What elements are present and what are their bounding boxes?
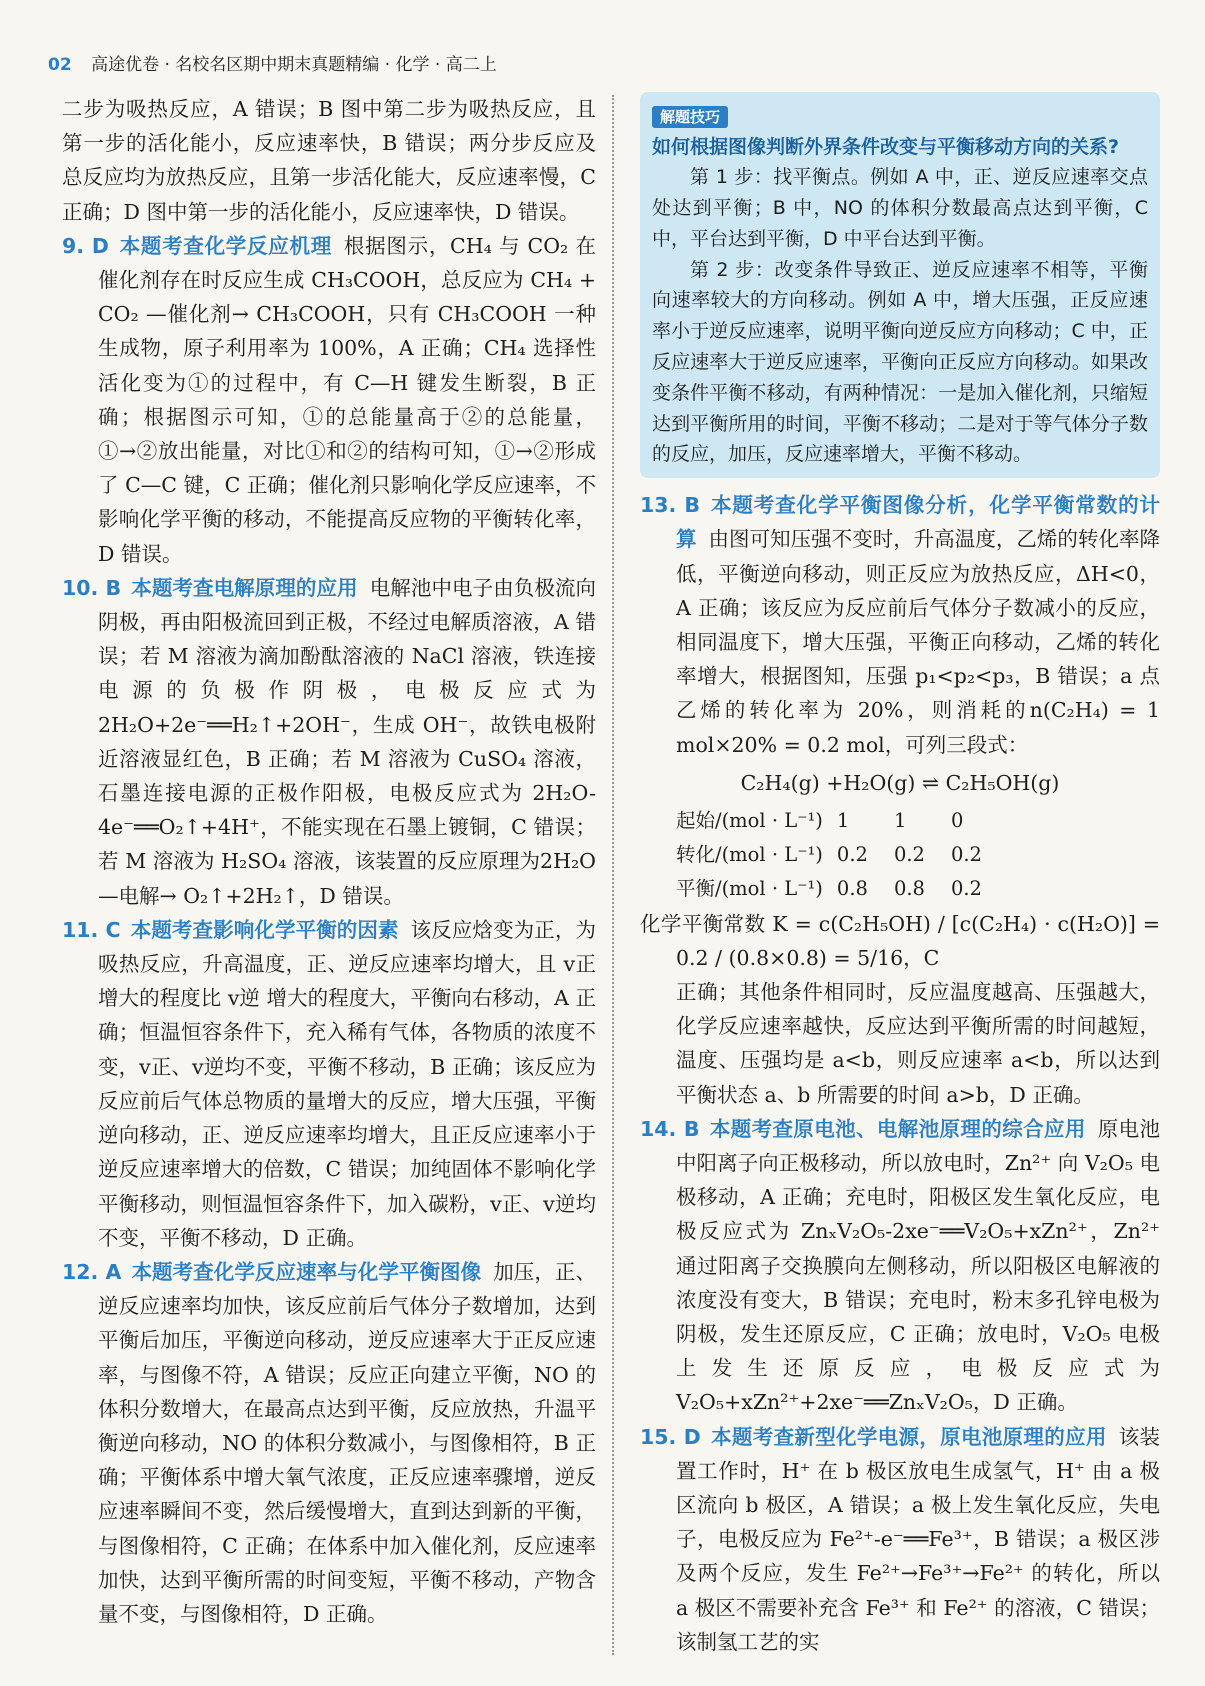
answer-13 [640,488,1160,1112]
answer-11-number: 11. C [62,917,121,942]
answer-12-topic: 本题考查化学反应速率与化学平衡图像 [131,1259,482,1284]
row-label: 起始/(mol · L⁻¹) [676,809,823,832]
answer-14-topic: 本题考查原电池、电解池原理的综合应用 [709,1116,1086,1141]
tip-box [640,92,1160,478]
tip-tag: 解题技巧 [652,106,728,128]
answer-9 [62,229,596,571]
table-row [676,804,1008,838]
answer-10 [62,571,596,913]
equilibrium-constant: 化学平衡常数 K = c(C₂H₅OH) / [c(C₂H₄) · c(H₂O)] = 0.2 / (0.8×0.8) = 5/16，C [640,911,1160,970]
cell: 0.8 [893,877,925,901]
answer-14 [640,1112,1160,1420]
row-label: 转化/(mol · L⁻¹) [676,843,823,867]
tip-title: 如何根据图像判断外界条件改变与平衡移动方向的关系? [652,136,1120,159]
answer-15-text: 该装置工作时，H⁺ 在 b 极区放电生成氢气，H⁺ 由 a 极区流向 b 极区，A 错误；a 极上发生氧化反应，失电子，电极反应为 Fe²⁺-e⁻══Fe³⁺，B 错误；a 极区涉及两个反应，发生 Fe²⁺→Fe³⁺→Fe²⁺ 的转化，所以 a 极区不需要补充含 Fe³⁺ 和 Fe²⁺ 的溶液，C 错误；该制氢工艺的实 [676,1424,1161,1654]
cell: 0.2 [836,843,868,867]
answer-9-text: 根据图示，CH₄ 与 CO₂ 在催化剂存在时反应生成 CH₃COOH，总反应为 CH₄ + CO₂ —催化剂→ CH₃COOH，只有 CH₃COOH 一种生成物，原子利用率为 100%，A 正确；CH₄ 选择性活化变为①的过程中，有 C—H 键发生断裂，B 正确；根据图示可知，①的总能量高于②的总能量，①→②放出能量，对比①和②的结构可知，①→②形成了 C—C 键，C 正确；催化剂只影响化学反应速率，不影响化学平衡的移动，不能提高反应物的平衡转化率，D 错误。 [98,233,596,566]
answer-9-number: 9. D [62,233,109,258]
answer-12-number: 12. A [62,1259,122,1284]
tip-step-1: 第 1 步：找平衡点。例如 A 中，正、逆反应速率交点处达到平衡；B 中，NO 的体积分数最高点达到平衡，C 中，平台达到平衡，D 中平台达到平衡。 [652,166,1148,250]
answer-9-topic: 本题考查化学反应机理 [118,233,332,258]
cell: 0.2 [893,843,925,867]
answer-12-text: 加压，正、逆反应速率均加快，该反应前后气体分子数增加，达到平衡后加压，平衡逆向移动，逆反应速率大于正反应速率，与图像不符，A 错误；反应正向建立平衡，NO 的体积分数增大，在最高点达到平衡，反应放热，升温平衡逆向移动，NO 的体积分数减小，与图像相符，B 正确；平衡体系中增大氧气浓度，正反应速率骤增，逆反应速率瞬间不变，然后缓慢增大，直到达到新的平衡，与图像相符，C 正确；在体系中加入催化剂，反应速率加快，达到平衡所需的时间变短，平衡不移动，产物含量不变，与图像相符，D 正确。 [98,1259,596,1626]
answer-11 [62,913,596,1255]
continued-text: 二步为吸热反应，A 错误；B 图中第二步为吸热反应，且第一步的活化能小，反应速率快，B 错误；两分步反应及总反应均为放热反应，且第一步活化能大，反应速率慢，C 正确；D 图中第一步的活化能小，反应速率快，D 错误。 [62,97,596,224]
answer-13-text-1: 由图可知压强不变时，升高温度，乙烯的转化率降低，平衡逆向移动，则正反应为放热反应，ΔH<0，A 正确；该反应为反应前后气体分子数减小的反应，相同温度下，增大压强，平衡正向移动，乙烯的转化率增大，根据图知，压强 p₁<p₂<p₃，B 错误；a 点乙烯的转化率为 20%，则消耗的n(C₂H₄) = 1 mol×20% = 0.2 mol，可列三段式： [676,527,1161,757]
answer-13-number: 13. B [640,493,701,518]
page-header [48,50,497,75]
cell: 1 [893,809,907,832]
answer-12 [62,1255,596,1631]
cell: 1 [836,809,850,832]
table-row [676,872,1008,906]
row-label: 平衡/(mol · L⁻¹) [676,877,823,901]
answer-15 [640,1420,1160,1659]
answer-14-number: 14. B [640,1116,700,1141]
answer-11-topic: 本题考查影响化学平衡的因素 [130,917,399,942]
reaction-equation: C₂H₄(g) +H₂O(g) ⇌ C₂H₅OH(g) [740,770,1060,795]
right-column [640,92,1160,1659]
answer-11-text: 该反应焓变为正，为吸热反应，升高温度，正、逆反应速率均增大，且 v正 增大的程度比 v逆 增大的程度大，平衡向右移动，A 正确；恒温恒容条件下，充入稀有气体，各物质的浓度不变，v正、v逆均不变，平衡不移动，B 正确；该反应为反应前后气体总物质的量增大的反应，增大压强，平衡逆向移动，正、逆反应速率均增大，且正反应速率小于逆反应速率增大的倍数，C 错误；加纯固体不影响化学平衡移动，则恒温恒容条件下，加入碳粉，v正、v逆均不变，平衡不移动，D 正确。 [98,917,597,1250]
cell: 0.8 [836,877,868,901]
answer-10-number: 10. B [62,575,122,600]
cell: 0.2 [950,877,982,901]
column-divider [612,95,614,1655]
answer-10-text: 电解池中电子由负极流向阴极，再由阳极流回到正极，不经过电解质溶液，A 错误；若 M 溶液为滴加酚酞溶液的 NaCl 溶液，铁连接电源的负极作阴极，电极反应式为 2H₂O+2e⁻══H₂↑+2OH⁻，生成 OH⁻，故铁电极附近溶液显红色，B 正确；若 M 溶液为 CuSO₄ 溶液，石墨连接电源的正极作阳极，电极反应式为 2H₂O-4e⁻══O₂↑+4H⁺，不能实现在石墨上镀铜，C 错误；若 M 溶液为 H₂SO₄ 溶液，该装置的反应原理为2H₂O —电解→ O₂↑+2H₂↑，D 错误。 [98,575,597,908]
answer-13-topic: 本题考查化学平衡图像分析，化学平衡常数的计算 [676,493,1161,552]
answer-14-text: 原电池中阳离子向正极移动，所以放电时，Zn²⁺ 向 V₂O₅ 电极移动，A 正确；充电时，阳极区发生氧化反应，电极反应式为 ZnₓV₂O₅-2xe⁻══V₂O₅+xZn²⁺，Zn²⁺ 通过阳离子交换膜向左侧移动，所以阳极区电解液的浓度没有变大，B 错误；充电时，粉末多孔锌电极为阴极，发生还原反应，C 正确；放电时，V₂O₅ 电极上发生还原反应，电极反应式为 V₂O₅+xZn²⁺+2xe⁻══ZnₓV₂O₅，D 正确。 [676,1116,1161,1415]
cell: 0.2 [950,843,982,867]
answer-13-text-2: 正确；其他条件相同时，反应温度越高、压强越大，化学反应速率越快，反应达到平衡所需的时间越短，温度、压强均是 a<b，则反应速率 a<b，所以达到平衡状态 a、b 所需要的时间 a>b，D 正确。 [676,980,1160,1107]
page-number: 02 [48,55,72,75]
tip-step-2: 第 2 步：改变条件导致正、逆反应速率不相等，平衡向速率较大的方向移动。例如 A 中，增大压强，正反应速率小于逆反应速率，说明平衡向逆反应方向移动；C 中，正反应速率大于逆反应速率，平衡向正反应方向移动。如果改变条件平衡不移动，有两种情况：一是加入催化剂，只缩短达到平衡所用的时间，平衡不移动；二是对于等气体分子数的反应，加压，反应速率增大，平衡不移动。 [652,258,1148,466]
table-row [676,838,1008,872]
three-stage-table [676,804,1008,907]
answer-15-topic: 本题考查新型化学电源，原电池原理的应用 [710,1424,1107,1449]
book-title: 高途优卷 · 名校名区期中期末真题精编 · 化学 · 高二上 [91,55,497,75]
cell: 0 [950,809,964,832]
left-column [62,92,596,1631]
answer-10-topic: 本题考查电解原理的应用 [131,575,358,600]
answer-15-number: 15. D [640,1424,701,1449]
